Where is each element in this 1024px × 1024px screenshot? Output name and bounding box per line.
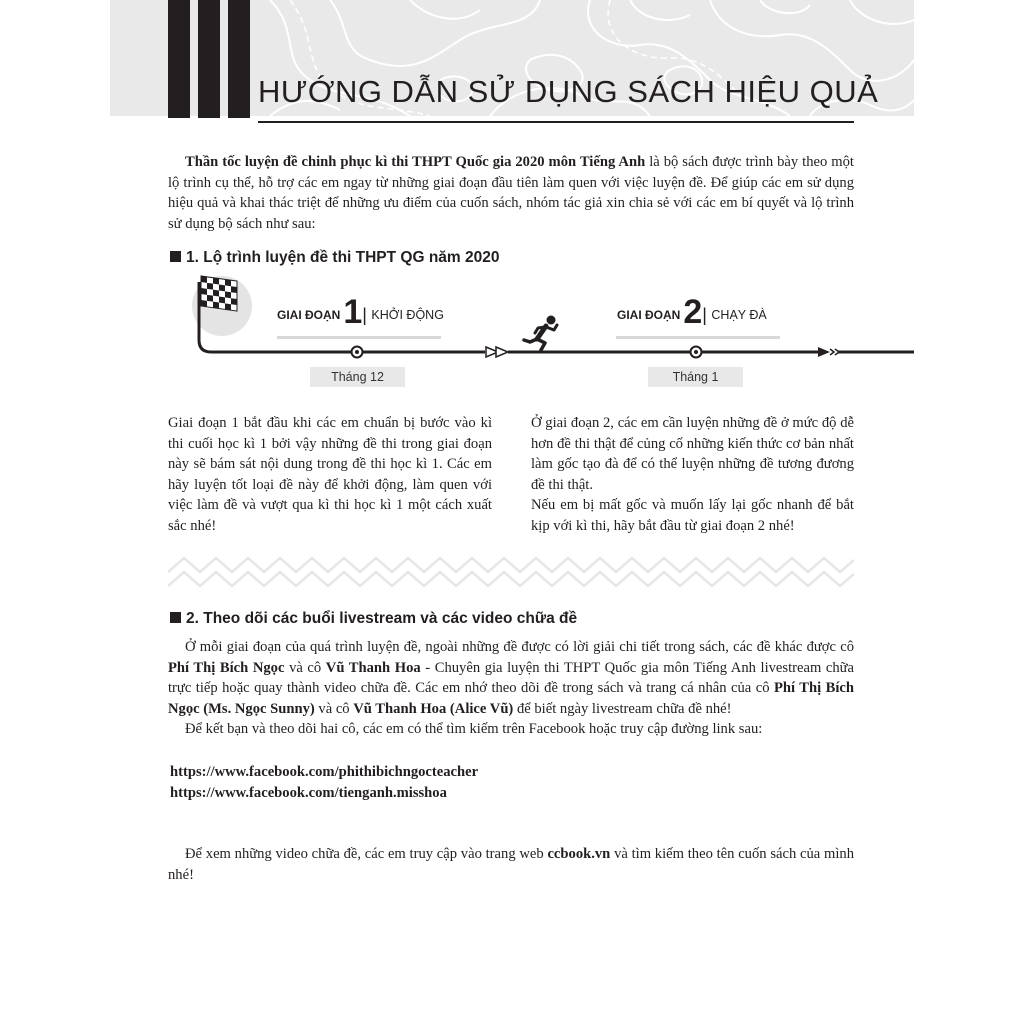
facebook-link-2[interactable]: https://www.facebook.com/tienganh.misshoa	[170, 784, 447, 801]
page-title: HƯỚNG DẪN SỬ DỤNG SÁCH HIỆU QUẢ	[258, 74, 879, 109]
teacher2-fullname: Vũ Thanh Hoa (Alice Vũ)	[353, 700, 514, 717]
zigzag-divider	[168, 552, 854, 592]
square-bullet-icon	[170, 251, 181, 262]
stage2-number: 2	[683, 293, 703, 331]
stage1-label: GIAI ĐOẠN1| KHỞI ĐỘNG	[277, 293, 444, 331]
section2-heading: 2. Theo dõi các buổi livestream và các video chữa đề	[170, 610, 577, 628]
stage2-name: CHẠY ĐÀ	[711, 308, 767, 322]
stage1-name: KHỞI ĐỘNG	[371, 308, 444, 322]
header-bar-2	[198, 0, 220, 118]
teacher1-fullname: Phí Thị Bích Ngọc (Ms. Ngọc Sunny)	[168, 680, 855, 717]
square-bullet-icon	[170, 612, 181, 623]
website-paragraph: Để xem những video chữa đề, các em truy cập vào trang web ccbook.vn và tìm kiếm theo tên cuốn sách của mình nhé!	[168, 846, 855, 883]
runner-icon	[524, 316, 557, 351]
stage1-month: Tháng 12	[310, 367, 405, 387]
intro-text: là bộ sách được trình bày theo một lộ trình cụ thể, hỗ trợ các em ngay từ những giai đoạn đầu tiên làm quen với việc luyện đề. Để giúp các em sử dụng hiệu quả và khai thác triệt để những ưu điểm của cuốn sách, nhóm tác giả xin chia sẻ với các em bí quyết và lộ trình sử dụng bộ sách như sau:	[168, 154, 854, 232]
timeline	[0, 270, 1024, 370]
track-line-1	[199, 340, 485, 352]
arrow-icon-2	[818, 347, 839, 357]
facebook-link-1[interactable]: https://www.facebook.com/phithibichngocteacher	[170, 764, 479, 780]
header-bar-3	[228, 0, 250, 118]
stage2-underline	[616, 336, 780, 339]
intro-paragraph	[168, 152, 854, 234]
section1-heading: 1. Lộ trình luyện đề thi THPT QG năm 2020	[170, 249, 500, 267]
website-link[interactable]: ccbook.vn	[547, 846, 611, 862]
stage1-underline	[277, 336, 441, 339]
stage1-number: 1	[343, 293, 363, 331]
facebook-links	[170, 762, 478, 803]
stage2-description: Ở giai đoạn 2, các em cần luyện những đề ở mức độ dễ hơn đề thi thật để củng cố những kiến thức cơ bản nhất làm gốc tạo đà để có thể luyện những đề tương đương đề thi thật. Nếu em bị mất gốc và muốn lấy lại gốc nhanh để bắt kịp với kì thi, hãy bắt đầu từ giai đoạn 2 nhé!	[531, 415, 854, 534]
teacher1-name: Phí Thị Bích Ngọc	[168, 659, 285, 676]
teacher2-name: Vũ Thanh Hoa	[325, 659, 421, 676]
stage2-label: GIAI ĐOẠN2| CHẠY ĐÀ	[617, 293, 767, 331]
header-bar-1	[168, 0, 190, 118]
title-underline	[258, 121, 854, 123]
arrow-icon	[486, 347, 508, 357]
stage2-month: Tháng 1	[648, 367, 743, 387]
book-name: Thần tốc luyện đề chinh phục kì thi THPT Quốc gia 2020 môn Tiếng Anh	[185, 154, 646, 170]
section2-paragraph: Ở mỗi giai đoạn của quá trình luyện đề, ngoài những đề được có lời giải chi tiết trong sách, các đề khác được cô Phí Thị Bích Ngọc và cô Vũ Thanh Hoa - Chuyên gia luyện thi THPT Quốc gia môn Tiếng Anh livestream chữa trực tiếp hoặc quay thành video chữa đề. Các em nhớ theo dõi đề trong sách và trang cá nhân của cô Phí Thị Bích Ngọc (Ms. Ngọc Sunny) và cô Vũ Thanh Hoa (Alice Vũ) để biết ngày livestream chữa đề nhé! Để kết bạn và theo dõi hai cô, các em có thể tìm kiếm trên Facebook hoặc truy cập đường link sau:	[168, 639, 855, 737]
stage1-description: Giai đoạn 1 bắt đầu khi các em chuẩn bị bước vào kì thi cuối học kì 1 bởi vậy những đề thi trong giai đoạn này sẽ bám sát nội dung trong đề thi học kì 1. Các em hãy luyện tốt loại đề này để khởi động, làm quen với việc làm đề và vượt qua kì thi học kì 1 một cách xuất sắc nhé!	[168, 415, 492, 534]
